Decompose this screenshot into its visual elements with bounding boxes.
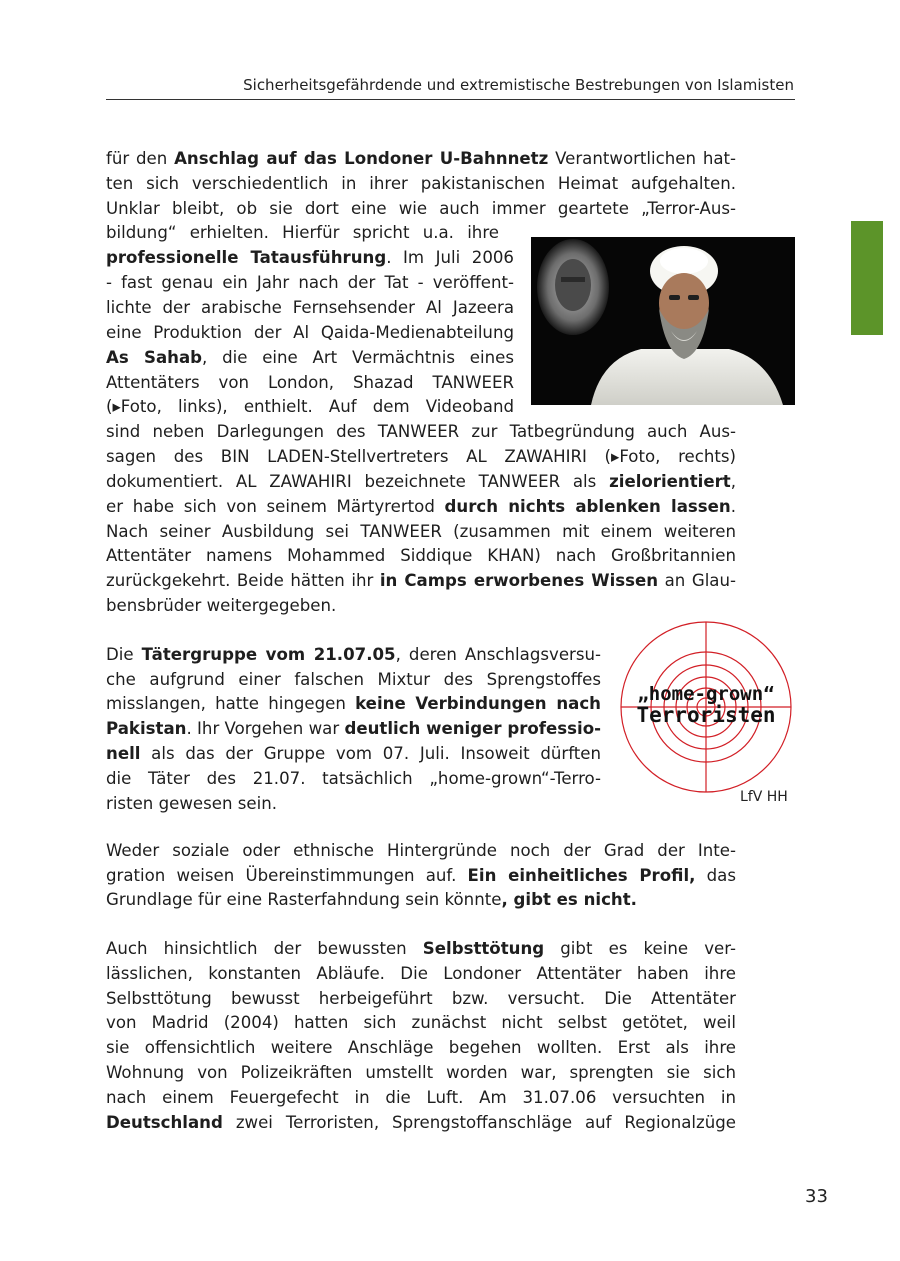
text-line	[106, 888, 736, 913]
bold-text-run: keine Verbindungen nach	[355, 694, 601, 713]
running-header: Sicherheitsgefährdende und extremistische Bestrebungen von Islamisten	[243, 76, 794, 94]
text-run: .	[730, 497, 737, 516]
page-number: 33	[805, 1186, 828, 1207]
target-text-line1: „home-grown“	[637, 683, 775, 705]
text-line	[106, 962, 736, 987]
text-run: für den	[106, 149, 175, 168]
text-run: an Glau-	[658, 571, 736, 590]
text-line	[106, 692, 601, 717]
text-line	[106, 445, 736, 470]
text-run: Attentäters von London, Shazad TANWEER	[106, 373, 514, 392]
text-line	[106, 1036, 736, 1061]
text-run: risten gewesen sein.	[106, 794, 278, 813]
text-run: als das der Gruppe vom 07. Juli. Insoweit dürften	[140, 744, 601, 763]
text-run: Unklar bleibt, ob sie dort eine wie auch immer geartete „Terror-Aus-	[106, 199, 736, 218]
text-run: Weder soziale oder ethnische Hintergründe noch der Grad der Inte-	[106, 841, 736, 860]
text-line	[106, 643, 601, 668]
bold-text-run: deutlich weniger professio-	[344, 719, 601, 738]
text-run: Attentäter namens Mohammed Siddique KHAN) nach Großbritannien	[106, 546, 736, 565]
bold-text-run: nell	[106, 744, 141, 763]
text-line	[106, 864, 736, 889]
bold-text-run: Anschlag auf das Londoner U-Bahnnetz	[174, 149, 549, 168]
bold-text-run: Selbsttötung	[422, 939, 545, 958]
text-run: bensbrüder weitergegeben.	[106, 596, 337, 615]
bold-text-run: zielorientiert	[609, 472, 731, 491]
text-run: gibt es keine ver-	[544, 939, 736, 958]
text-run: (▸Foto, links), enthielt. Auf dem Videoband	[106, 397, 514, 416]
text-line	[106, 1111, 736, 1136]
text-line	[106, 495, 736, 520]
text-run: zwei Terroristen, Sprengstoffanschläge auf Regionalzüge	[222, 1113, 736, 1132]
bold-text-run: As Sahab	[106, 348, 203, 367]
target-text-line2: Terroristen	[636, 703, 776, 727]
text-run: Auch hinsichtlich der bewussten	[106, 939, 423, 958]
text-run: bildung“ erhielten. Hierfür spricht u.a. ihre	[106, 223, 499, 242]
chapter-tab-marker	[851, 221, 883, 335]
text-run: die Täter des 21.07. tatsächlich „home-grown“-Terro-	[106, 769, 601, 788]
text-run: das	[695, 866, 736, 885]
text-line	[106, 717, 601, 742]
text-run: sagen des BIN LADEN-Stellvertreters AL ZAWAHIRI (▸Foto, rechts)	[106, 447, 736, 466]
bold-text-run: durch nichts ablenken lassen	[444, 497, 731, 516]
text-run: ten sich verschiedentlich in ihrer pakistanischen Heimat aufgehalten.	[106, 174, 736, 193]
text-run: misslangen, hatte hingegen	[106, 694, 356, 713]
text-run: nach einem Feuergefecht in die Luft. Am 31.07.06 versuchten in	[106, 1088, 736, 1107]
text-line	[106, 937, 736, 962]
text-line	[106, 1011, 736, 1036]
text-line	[106, 346, 514, 371]
text-run: Die	[106, 645, 142, 664]
text-run: Selbsttötung bewusst herbeigeführt bzw. versucht. Die Attentäter	[106, 989, 736, 1008]
text-run: Grundlage für eine Rasterfahndung sein könnte	[106, 890, 502, 909]
text-line	[106, 246, 514, 271]
text-run: . Im Juli 2006	[386, 248, 514, 267]
text-line	[106, 767, 601, 792]
text-run: - fast genau ein Jahr nach der Tat - veröffent-	[106, 273, 514, 292]
text-run: dokumentiert. AL ZAWAHIRI bezeichnete TANWEER als	[106, 472, 610, 491]
image-credit: LfV HH	[740, 789, 788, 805]
text-line	[106, 569, 736, 594]
bold-text-run: Pakistan	[106, 719, 187, 738]
text-run: ,	[730, 472, 736, 491]
text-run: che aufgrund einer falschen Mixtur des Sprengstoffes	[106, 670, 601, 689]
text-line	[106, 520, 736, 545]
bold-text-run: , gibt es nicht.	[501, 890, 637, 909]
crosshair-target-icon	[619, 620, 793, 794]
text-line	[106, 172, 736, 197]
text-run: zurückgekehrt. Beide hätten ihr	[106, 571, 380, 590]
video-still-photo	[531, 237, 795, 405]
text-line	[106, 1086, 736, 1111]
text-line	[106, 197, 736, 222]
text-line	[106, 668, 601, 693]
bold-text-run: professionelle Tatausführung	[106, 248, 387, 267]
bold-text-run: in Camps erworbenes Wissen	[379, 571, 659, 590]
text-line	[106, 147, 736, 172]
text-line	[106, 839, 736, 864]
text-run: Verantwortlichen hat-	[548, 149, 737, 168]
text-line	[106, 742, 601, 767]
text-line	[106, 544, 736, 569]
text-run: lässlichen, konstanten Abläufe. Die Londoner Attentäter haben ihre	[106, 964, 736, 983]
bold-text-run: Ein einheitliches Profil,	[467, 866, 696, 885]
bold-text-run: Tätergruppe vom 21.07.05	[141, 645, 396, 664]
text-line	[106, 594, 736, 619]
text-line	[106, 296, 514, 321]
text-run: lichte der arabische Fernsehsender Al Jazeera	[106, 298, 514, 317]
header-rule	[106, 99, 795, 100]
text-line	[106, 321, 514, 346]
text-run: , deren Anschlagsversu-	[395, 645, 601, 664]
text-line	[106, 987, 736, 1012]
text-line	[106, 221, 499, 246]
text-run: gration weisen Übereinstimmungen auf.	[106, 866, 468, 885]
text-run: von Madrid (2004) hatten sich zunächst nicht selbst getötet, weil	[106, 1013, 736, 1032]
text-run: sie offensichtlich weitere Anschläge begehen wollten. Erst als ihre	[106, 1038, 736, 1057]
home-grown-target-graphic	[619, 620, 793, 794]
text-line	[106, 792, 601, 817]
text-run: er habe sich von seinem Märtyrertod	[106, 497, 445, 516]
text-run: , die eine Art Vermächtnis eines	[202, 348, 514, 367]
text-line	[106, 420, 736, 445]
text-run: Nach seiner Ausbildung sei TANWEER (zusammen mit einem weiteren	[106, 522, 736, 541]
text-run: sind neben Darlegungen des TANWEER zur Tatbegründung auch Aus-	[106, 422, 736, 441]
text-line	[106, 395, 514, 420]
photo-icon	[531, 237, 795, 405]
text-line	[106, 470, 736, 495]
text-run: . Ihr Vorgehen war	[186, 719, 345, 738]
bold-text-run: Deutschland	[106, 1113, 223, 1132]
text-line	[106, 1061, 736, 1086]
text-run: Wohnung von Polizeikräften umstellt worden war, sprengten sie sich	[106, 1063, 736, 1082]
text-run: eine Produktion der Al Qaida-Medienabteilung	[106, 323, 514, 342]
text-line	[106, 371, 514, 396]
text-line	[106, 271, 514, 296]
